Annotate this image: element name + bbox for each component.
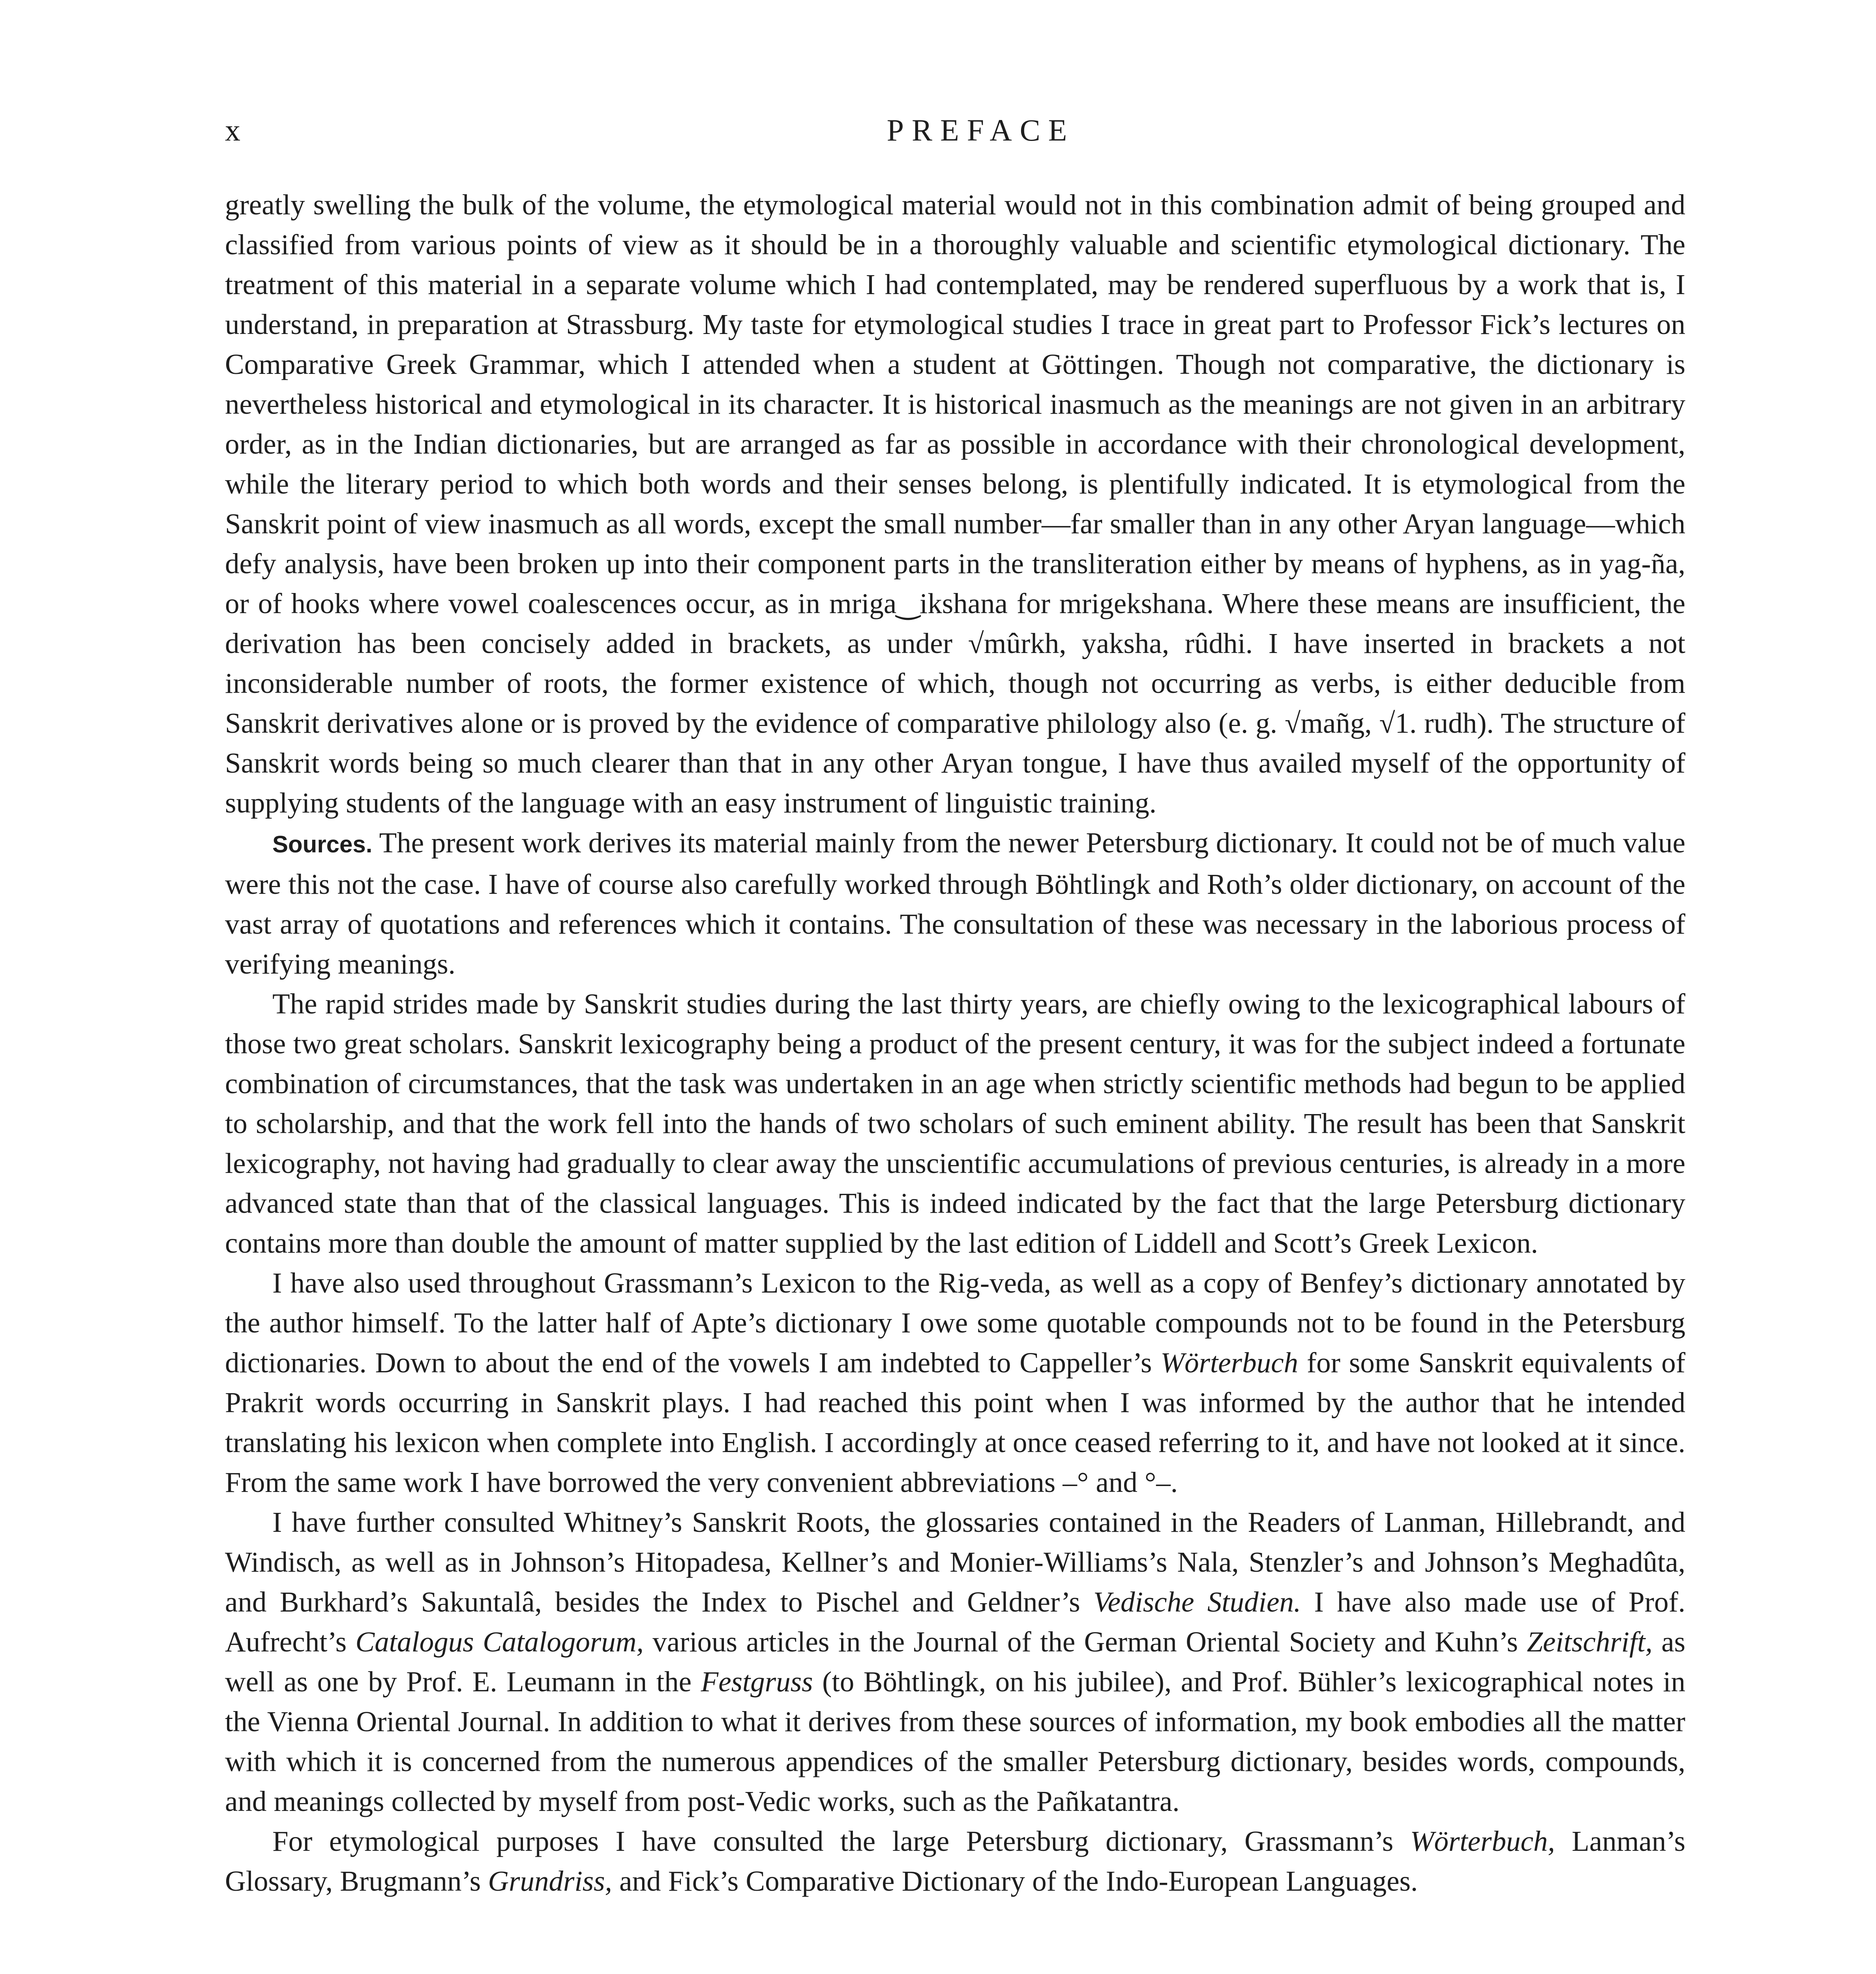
paragraph-text: I have further consulted Whitney’s Sanskrit Roots, the glossaries contained in the Readers of Lanman, Hillebrandt, and Windisch, as well as in Johnson’s Hitopadesa, Kellner’s and Monier-Williams’s Nala, Stenzler’s and Johnson’s Meghadûta, and Burkhard’s Sakuntalâ, besides the Index to Pischel and Geldner’s [225,1506,1685,1618]
page-header [225,111,1685,150]
paragraph-text: for some Sanskrit equivalents of Prakrit words occurring in Sanskrit plays. I had reached this point when I was informed by the author that he intended translating his lexicon when complete into English. I accordingly at once ceased referring to it, and have not looked at it since. From the same work I have borrowed the very convenient abbreviations –° and °–. [225,1347,1686,1498]
italic-title: Wörterbuch, [1410,1825,1555,1857]
paragraph-text: The present work derives its material mainly from the newer Petersburg dictionary. It could not be of much value were this not the case. I have of course also carefully worked through Böhtlingk and Roth’s older dictionary, on account of the vast array of quotations and references which it contains. The consultation of these was necessary in the laborious process of verifying meanings. [225,827,1685,980]
page-number: x [225,113,242,147]
paragraph-rapid-strides [225,984,1685,1263]
run-in-heading: Sources. [272,831,373,858]
italic-title: Festgruss [701,1666,813,1698]
paragraph-text: various articles in the Journal of the German Oriental Society and Kuhn’s [643,1626,1527,1658]
paragraph-text: and Fick’s Comparative Dictionary of the Indo-European Languages. [612,1865,1418,1897]
paragraph-sources [225,823,1685,984]
paragraph-text: greatly swelling the bulk of the volume, the etymological material would not in this combination admit of being grouped and classified from various points of view as it should be in a thoroughly valuable and scientific etymological dictionary. The treatment of this material in a separate volume which I had contemplated, may be rendered superfluous by a work that is, I understand, in preparation at Strassburg. My taste for etymological studies I trace in great part to Professor Fick’s lectures on Comparative Greek Grammar, which I attended when a student at Göttingen. Though not comparative, the dictionary is nevertheless historical and etymological in its character. It is historical inasmuch as the meanings are not given in an arbitrary order, as in the Indian dictionaries, but are arranged as far as possible in accordance with their chronological development, while the literary period to which both words and their senses belong, is plentifully indicated. It is etymological from the Sanskrit point of view inasmuch as all words, except the small number—far smaller than in any other Aryan language—which defy analysis, have been broken up into their component parts in the transliteration either by means of hyphens, as in yag-ña, or of hooks where vowel coalescences occur, as in mriga‿ikshana for mrigekshana. Where these means are insufficient, the derivation has been concisely added in brackets, as under √mûrkh, yaksha, rûdhi. I have inserted in brackets a not inconsiderable number of roots, the former existence of which, though not occurring as verbs, is either deducible from Sanskrit derivatives alone or is proved by the evidence of comparative philology also (e. g. √mañg, √1. rudh). The structure of Sanskrit words being so much clearer than that in any other Aryan tongue, I have thus availed myself of the opportunity of supplying students of the language with an easy instrument of linguistic training. [225,189,1685,819]
italic-title: Wörterbuch [1160,1347,1298,1379]
paragraph-text: I have also made use of Prof. Aufrecht’s [225,1586,1686,1658]
italic-title: Vedische Studien. [1093,1586,1301,1618]
body-text [225,185,1685,1901]
paragraph-text: I have also used throughout Grassmann’s Lexicon to the Rig-veda, as well as a copy of Benfey’s dictionary annotated by the author himself. To the latter half of Apte’s dictionary I owe some quotable compounds not to be found in the Petersburg dictionaries. Down to about the end of the vowels I am indebted to Cappeller’s [225,1267,1685,1379]
running-head: PREFACE [886,113,1075,147]
paragraph-text: Lanman’s Glossary, Brugmann’s [225,1825,1685,1897]
italic-title: Zeitschrift, [1527,1626,1653,1658]
paragraph-text: For etymological purposes I have consulted the large Petersburg dictionary, Grassmann’s [272,1825,1410,1857]
italic-title: Catalogus Catalogorum, [355,1626,644,1658]
paragraph-text: as well as one by Prof. E. Leumann in the [225,1626,1685,1698]
paragraph-whitney [225,1502,1685,1821]
paragraph-text: (to Böhtlingk, on his jubilee), and Prof. Bühler’s lexicographical notes in the Vienna Oriental Journal. In addition to what it derives from these sources of information, my book embodies all the matter with which it is concerned from the numerous appendices of the smaller Petersburg dictionary, besides words, compounds, and meanings collected by myself from post-Vedic works, such as the Pañkatantra. [225,1666,1685,1817]
italic-title: Grundriss, [488,1865,612,1897]
paragraph-continuation [225,185,1685,823]
paragraph-etymological-purposes [225,1821,1685,1901]
paragraph-grassmann [225,1263,1685,1502]
paragraph-text: The rapid strides made by Sanskrit studies during the last thirty years, are chiefly owing to the lexicographical labours of those two great scholars. Sanskrit lexicography being a product of the present century, it was for the subject indeed a fortunate combination of circumstances, that the task was undertaken in an age when strictly scientific methods had begun to be applied to scholarship, and that the work fell into the hands of two scholars of such eminent ability. The result has been that Sanskrit lexicography, not having had gradually to clear away the unscientific accumulations of previous centuries, is already in a more advanced state than that of the classical languages. This is indeed indicated by the fact that the large Petersburg dictionary contains more than double the amount of matter supplied by the last edition of Liddell and Scott’s Greek Lexicon. [225,988,1685,1259]
